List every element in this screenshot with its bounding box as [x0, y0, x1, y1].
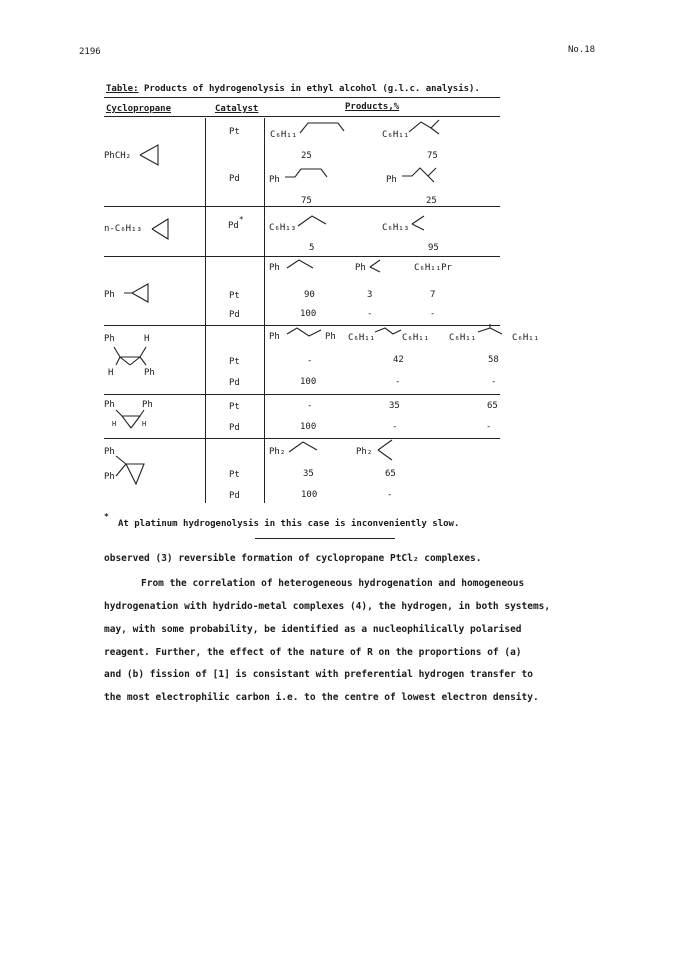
isopropyl-chain-r3b	[370, 258, 392, 274]
body-line-4: may, with some probability, be identified as a nucleophilically polarised	[104, 624, 522, 635]
catalyst-r2-name: Pd	[228, 221, 239, 231]
catalyst-r5-pd: Pd	[229, 423, 240, 433]
catalyst-r5-pt: Pt	[229, 402, 240, 412]
col-divider-2	[264, 118, 265, 503]
cyclopropane-structure-r2	[152, 219, 172, 241]
value-r5-pd-a: 100	[300, 422, 317, 432]
table-caption-text: Products of hydrogenolysis in ethyl alcohol (g.l.c. analysis).	[143, 84, 480, 94]
catalyst-r3-pt: Pt	[229, 291, 240, 301]
value-r3-pd-a: 100	[300, 309, 317, 319]
catalyst-r2-footnote-mark: *	[238, 215, 244, 224]
product-a-label-r1: C₆H₁₁	[270, 130, 298, 140]
catalyst-r1-pt: Pt	[229, 127, 240, 137]
product-c-label-r3: C₆H₁₁Pr	[414, 263, 452, 273]
chain-r4c	[478, 324, 508, 340]
value-r3-pd-b: -	[367, 309, 373, 319]
value-r4-pt-c: 58	[488, 355, 499, 365]
cyclopropane-structure-r6	[116, 452, 146, 490]
propyl-chain-r2a	[298, 214, 330, 230]
product-b-label-r3: Ph	[355, 263, 366, 273]
catalyst-r6-pd: Pd	[229, 491, 240, 501]
table-footnote: At platinum hydrogenolysis in this case is inconveniently slow.	[118, 519, 460, 529]
propyl-chain-r6a	[289, 440, 323, 456]
value-r3-pd-c: -	[430, 309, 436, 319]
body-line-3: hydrogenation with hydrido-metal complexes (4), the hydrogen, in both systems,	[104, 601, 551, 612]
isopropyl-chain-r1-pd-b	[402, 166, 438, 184]
value-r4-pt-b: 42	[393, 355, 404, 365]
propyl-chain-r1a	[300, 119, 350, 137]
header-catalyst: Catalyst	[215, 104, 259, 114]
cyclo-r4-ph-bottom: Ph	[144, 368, 155, 378]
value-r5-pt-c: 65	[487, 401, 498, 411]
row-separator-2	[104, 256, 500, 257]
isopropyl-chain-r1b	[409, 118, 445, 136]
product-b-label-r6: Ph₂	[356, 447, 373, 457]
body-line-1: observed (3) reversible formation of cyclopropane PtCl₂ complexes.	[104, 553, 482, 564]
value-r2-a: 5	[309, 243, 315, 253]
cyclopropane-structure-r1	[140, 145, 160, 169]
value-r1-pt-a: 25	[301, 151, 312, 161]
pd-product-a-label-r1: Ph	[269, 175, 280, 185]
catalyst-r4-pt: Pt	[229, 357, 240, 367]
cyclo-r6-ph-bottom: Ph	[104, 472, 115, 482]
body-line-2: From the correlation of heterogeneous hydrogenation and homogeneous	[141, 578, 525, 589]
body-line-6: and (b) fission of [1] is consistant with preferential hydrogen transfer to	[104, 669, 533, 680]
value-r1-pd-a: 75	[301, 196, 312, 206]
value-r3-pt-b: 3	[367, 290, 373, 300]
page-number: 2196	[79, 47, 101, 57]
product-a-label-r6: Ph₂	[269, 447, 286, 457]
isopropyl-chain-r2b	[412, 214, 434, 232]
product-a-label-r2: C₆H₁₃	[269, 223, 297, 233]
chain-r4a	[285, 326, 329, 340]
value-r5-pt-a: -	[307, 401, 313, 411]
value-r6-pd-a: 100	[301, 490, 318, 500]
table-top-rule	[104, 97, 500, 98]
header-cyclopropane: Cyclopropane	[106, 104, 172, 114]
footnote-mark: *	[104, 512, 109, 521]
cyclo-r5-ph-left: Ph	[104, 400, 115, 410]
cyclo-r5-h-right: H	[142, 420, 147, 428]
cyclo-r5-ph-right: Ph	[142, 400, 153, 410]
table-header-rule	[104, 116, 500, 117]
row-separator-1	[104, 206, 500, 207]
catalyst-r4-pd: Pd	[229, 378, 240, 388]
cyclo-label-r3: Ph	[104, 290, 115, 300]
value-r4-pd-a: 100	[300, 377, 317, 387]
value-r4-pd-b: -	[395, 377, 401, 387]
table-caption-label: Table:	[106, 84, 139, 94]
cyclopropane-structure-r4	[110, 345, 150, 367]
row-separator-4	[104, 394, 500, 395]
value-r1-pt-b: 75	[427, 151, 438, 161]
propyl-chain-r1-pd-a	[285, 165, 331, 183]
cyclo-r4-ph-top: Ph	[104, 334, 115, 344]
value-r5-pt-b: 35	[389, 401, 400, 411]
cyclo-label-r1: PhCH₂	[104, 151, 132, 161]
isopropyl-chain-r6b	[378, 440, 400, 462]
header-products: Products,%	[345, 102, 400, 112]
product-a-left-r4: Ph	[269, 332, 280, 342]
value-r6-pt-a: 35	[303, 469, 314, 479]
pd-product-b-label-r1: Ph	[386, 175, 397, 185]
catalyst-r6-pt: Pt	[229, 470, 240, 480]
cyclo-r6-ph-top: Ph	[104, 447, 115, 457]
value-r3-pt-a: 90	[304, 290, 315, 300]
product-c-left-r4: C₆H₁₁	[449, 333, 477, 343]
catalyst-r3-pd: Pd	[229, 310, 240, 320]
cyclo-r5-h-left: H	[112, 420, 117, 428]
value-r2-b: 95	[428, 243, 439, 253]
body-line-5: reagent. Further, the effect of the nature of R on the proportions of (a)	[104, 647, 522, 658]
product-a-label-r3: Ph	[269, 263, 280, 273]
value-r5-pd-c: -	[486, 422, 492, 432]
value-r6-pd-b: -	[387, 490, 393, 500]
cyclo-r4-h-top: H	[144, 334, 150, 344]
product-b-right-r4: C₆H₁₁	[402, 333, 430, 343]
product-c-right-r4: C₆H₁₁	[512, 333, 540, 343]
journal-issue: No.18	[568, 45, 596, 55]
row-separator-5	[104, 438, 500, 439]
chain-r4b	[375, 326, 405, 340]
footnote-rule	[255, 538, 395, 539]
product-b-left-r4: C₆H₁₁	[348, 333, 376, 343]
value-r4-pd-c: -	[491, 377, 497, 387]
value-r6-pt-b: 65	[385, 469, 396, 479]
cyclo-label-r2: n-C₆H₁₃	[104, 224, 142, 234]
catalyst-r1-pd: Pd	[229, 174, 240, 184]
body-line-7: the most electrophilic carbon i.e. to the centre of lowest electron density.	[104, 692, 539, 703]
cyclo-r4-h-bottom: H	[108, 368, 114, 378]
value-r3-pt-c: 7	[430, 290, 436, 300]
product-b-label-r2: C₆H₁₃	[382, 223, 410, 233]
value-r4-pt-a: -	[307, 356, 313, 366]
catalyst-r2	[228, 215, 244, 231]
value-r1-pd-b: 25	[426, 196, 437, 206]
col-divider-1	[205, 118, 206, 503]
value-r5-pd-b: -	[392, 422, 398, 432]
product-a-right-r4: Ph	[325, 332, 336, 342]
cyclopropane-structure-r3	[124, 282, 152, 306]
table-caption	[106, 84, 480, 94]
product-b-label-r1: C₆H₁₁	[382, 130, 410, 140]
propyl-chain-r3a	[285, 258, 321, 272]
